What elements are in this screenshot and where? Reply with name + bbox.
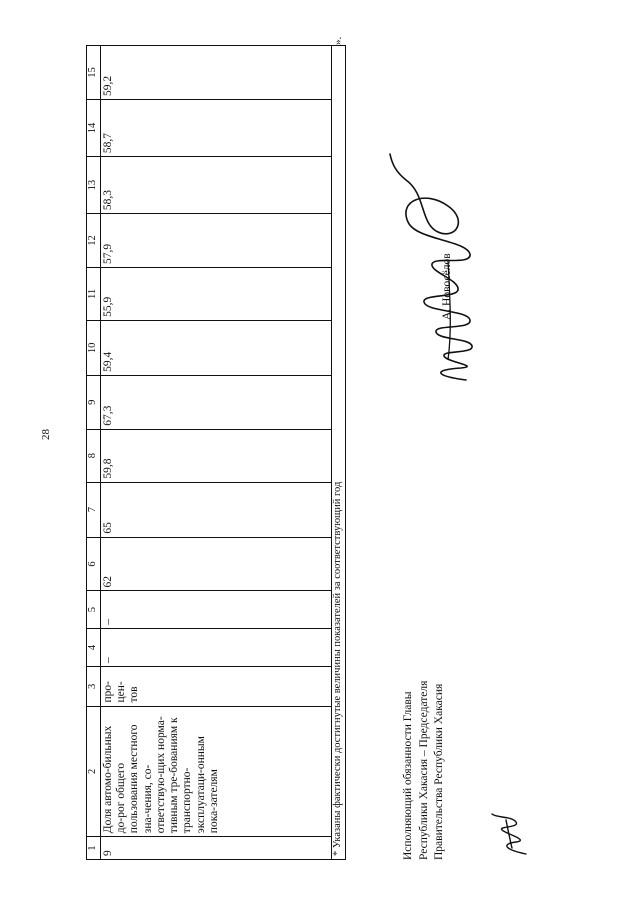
- value-cell: 59,2: [101, 46, 332, 100]
- value-cell: 59,8: [101, 429, 332, 482]
- column-number: 13: [87, 157, 101, 214]
- indicator-table: [86, 45, 346, 860]
- column-number: 9: [87, 375, 101, 429]
- value-cell: 58,3: [101, 157, 332, 214]
- column-number: 8: [87, 429, 101, 482]
- column-number: 14: [87, 100, 101, 157]
- value-cell: 55,9: [101, 268, 332, 321]
- column-number: 7: [87, 482, 101, 537]
- column-number: 5: [87, 591, 101, 628]
- column-number: 4: [87, 628, 101, 666]
- closing-quote: ».: [332, 36, 344, 45]
- signatory-name: А. Новосёлов: [441, 253, 453, 320]
- column-number: 6: [87, 537, 101, 591]
- indicator-name: Доля автомо-бильных до-рог общего пользования местного зна-чения, со-ответствую-щих норма-тивным тре-бованиям к транспортно-эксплуатаци-онным пока-зателям: [101, 706, 332, 837]
- value-cell: –: [101, 591, 332, 628]
- table-footnote-row: [332, 46, 346, 860]
- table-row: [101, 46, 332, 860]
- value-cell: –: [101, 628, 332, 666]
- value-cell: 59,4: [101, 320, 332, 375]
- page-number: 28: [40, 429, 52, 440]
- row-number: 9: [101, 837, 332, 860]
- table-footnote: * Указаны фактически достигнутые величины показателей за соответствующий год: [332, 46, 346, 860]
- value-cell: 67,3: [101, 375, 332, 429]
- column-number: 1: [87, 837, 101, 860]
- signatory-title: [401, 681, 448, 860]
- column-number: 12: [87, 214, 101, 268]
- unit-cell: про-цен-тов: [101, 667, 332, 706]
- column-number: 3: [87, 667, 101, 706]
- column-number: 15: [87, 46, 101, 100]
- value-cell: 57,9: [101, 214, 332, 268]
- rotated-page-content: [86, 36, 546, 860]
- value-cell: 62: [101, 537, 332, 591]
- signatory-title-line: Правительства Республики Хакасия: [433, 683, 446, 860]
- column-number: 2: [87, 706, 101, 837]
- signatory-title-line: Республики Хакасия – Председателя: [417, 680, 430, 860]
- column-number: 11: [87, 268, 101, 321]
- column-number: 10: [87, 320, 101, 375]
- table-header-row: [87, 46, 101, 860]
- signatory-title-line: Исполняющий обязанности Главы: [402, 691, 414, 860]
- value-cell: 58,7: [101, 100, 332, 157]
- handwritten-initials: [486, 810, 536, 860]
- value-cell: 65: [101, 482, 332, 537]
